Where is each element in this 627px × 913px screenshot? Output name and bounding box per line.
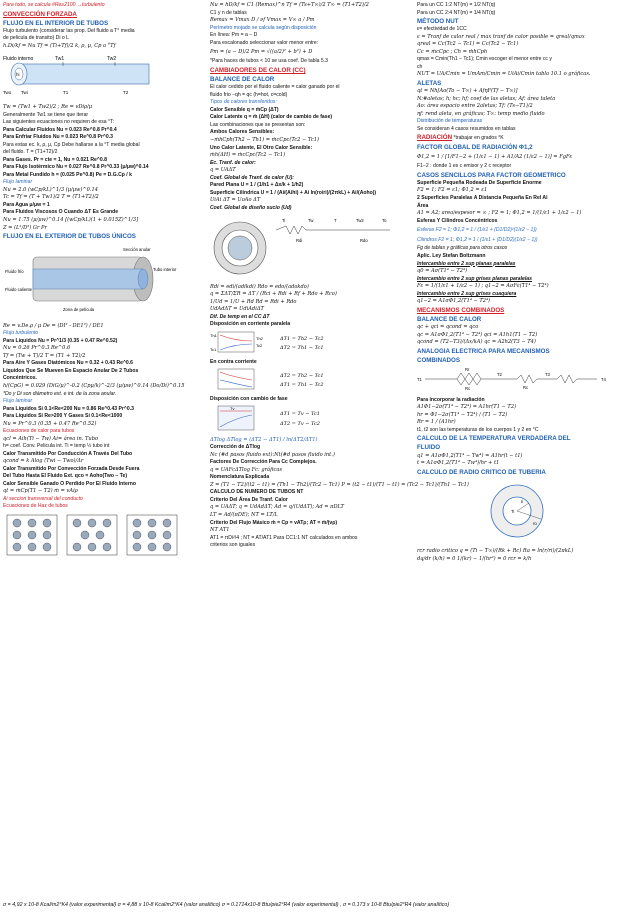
area-eq: A1 = A2; area/espesor = ∞ ; F2 = 1; Φ1,2 = 1/(1/ε1 + 1/ε2 − 1) [417,210,582,217]
tube-circle [133,531,141,539]
cases: Se consideran 4 casos resumidos en tablas [417,125,516,132]
tube-circle [133,543,141,551]
one-latent: Uno Calor Latente, El Otro Calor Sensible: [210,144,313,151]
par-th1: Th1 [210,333,217,339]
simple-cases-title: CASOS SENCILLOS PARA FACTOR GEOMETRICO [417,171,566,179]
tube-circle [88,543,96,551]
rad-note: *trabajar en grados °K [453,135,504,142]
hb-3: qcond = (T2−T3)/(Δx/kA) qc = A2h2(T3 − T4) [417,339,536,346]
qreal-eq: qreal = Cc(Tc2 − Tc1) = Cc(Tc2 − Tc1) [417,41,519,48]
hr-eq: A1Φ1−2σ(T1⁴ − T2⁴) = A1hr(T1 − T2) [417,404,517,411]
tube-circle [163,531,171,539]
cold-fluid-label: Fluido frío [5,269,24,275]
props-note-2: del fluido. T = (T1+T2)/2 [3,149,58,156]
area-eq: q = UAΔT; q = UdAdΔT; Ad = q/(UdΔT); Ad = πDLT [210,504,344,511]
black-title: Intercambio entre 2 sup planas paralelas [417,260,516,267]
tube-circle [43,543,51,551]
both-sensible: Ambos Calores Sensibles: [210,129,275,136]
one-eq: ṁh(ΔH) = ṁcCpc(Tc2 − Tc1) [210,152,286,159]
eta-def: ηf: rend aleta, en gráficas; T∞: temp medio fluido [417,110,545,117]
laminar-tf: Tc = Tf = (T + Tw1)/2 T = (T1+T2)/2 [3,194,99,201]
cmin-eq: Cc = ṁcCpc ; Ch = ṁhCph [417,48,488,55]
combined-title: MECANISMOS COMBINADOS [417,306,505,314]
heat-balance-title: BALANCE DE CALOR [417,315,482,323]
turbulent-intro-2: de pelicula de transito) Di o L [3,35,69,42]
tube-circle [148,543,156,551]
equal-note: criterios son iguales [210,542,256,549]
par-th2: Th2 [256,336,263,342]
an-rr: Rr [465,367,470,373]
fig-tw1: Tw1 [55,56,65,63]
crit-title: CALCULO DE RADIO CRITICO DE TUBERIA [417,468,546,476]
counter-flow-figure [210,368,408,390]
ch-text: ch [417,63,423,70]
fig-res-rdi: Rdi [296,238,303,244]
lam-liquid-2: Para Líquidos Si Re>200 Y Gases Si 0.1<Re<1000 [3,413,123,420]
tube-circle [28,519,36,527]
spheres-eq: Esferas F2 = 1; Φ1,2 = 1 / (1/ε1 + (D1/D2)²(1/ε2 − 1)) [417,227,537,234]
temp-diff-title: Dif. De temp en el CC ΔT [210,313,270,320]
gray-title: Intercambio entre 2 sup grises planas paralelas [417,275,532,282]
analogy-title: ANALOGIA ELECTRICA PARA MECANISMOS [417,347,550,355]
nu-bank: Nu = hD/kf = C1 (Remax)^n Tf = (Ts+T∞)/2 T∞ = (T1+T2)/2 [210,2,369,8]
true-eq: q1 = A1σΦ1,2(T1⁴ − Tw⁴) = A1hr(t − t1) [417,452,523,459]
fig-temp-t: T [334,218,337,224]
laminar-title: Flujo laminar [3,179,33,186]
props-note: Para estas ec. k, ρ, μ, Cp Debe hallarse a la °T media global [3,141,140,148]
crit-ri: ri [521,498,524,504]
tube-circle [43,519,51,527]
phase-title: Disposición con cambio de fase [210,395,288,402]
electric-analogy-figure [417,367,617,391]
an-rc2: Rc [465,386,471,392]
fig-temp-to: To [382,218,387,224]
tube-circle [81,531,89,539]
small-eq: F2 = 1; F2 = ε1; Φ1,2 = ε1 [417,187,488,194]
heating-eq: Para Calcular Fluidos Nu = 0.023 Re^0.8 Pr^0.4 [3,126,117,133]
tube-circle [148,519,156,527]
true-t: t = A1σΦ1,2(T1⁴ − Tw⁴)/hr + t1 [417,460,500,467]
air-eq: Para Aire Y Gases Diatómicos Nu = 0.32 + 0.43 Re^0.6 [3,360,134,367]
z-def: Z = (L²/D²) Gr Pr [3,224,47,231]
transfer-types: Tipos de calores transferidos: [210,99,277,106]
remax: Remax = Vmax D / νf Vmax = V∞ a / Pm [210,17,315,24]
cooling-eq: Para Enfriar Fluidos Nu = 0.023 Re^0.8 Pr^0.3 [3,134,113,141]
fig-inner-label: Fluido interno [3,56,34,63]
lmtd-eq: ΔTlog ΔTlog = (ΔT2 − ΔT1) / ln(ΔT2/ΔT1) [210,436,318,443]
tube-circle [73,519,81,527]
parallel-surf: 2 Superficies Paralelas A Distancia Pequeña En Rel Al [417,194,548,201]
ncoef: h= coef. Conv. Pelicula int. Ti = temp ½ tubo int [3,443,110,450]
sensible-heat: Calor Sensible q = ṁCp (ΔT) [210,106,279,113]
rcr-eq: rcr radio critico q = (Ti − T∞)/(Rk + Rc) Ra = ln(r/ri)/(2πkL) [417,548,574,555]
pm-title: Perímetro mojado se calcula según disposición [210,24,317,31]
fins-title: ALETAS [417,79,442,87]
factors-title: Factores De Corrección Para Cc Complejos. [210,459,317,466]
phi-eq: Φ1,2 = 1 / [1/F1−2 + (1/ε1 − 1) + A1/A2 (1/ε2 − 1)] = FgFε [417,154,573,161]
laminar-nu: Nu = 2.0 (wCp/kL)^1/3 (μ/μw)^0.14 [3,186,99,193]
top-note: Para todo, se calcula #Re≥2100 →turbulento [3,2,105,8]
temp-dist: Distribución de temperaturas [417,118,483,125]
conv-out-2: Del Tubo Hasta El Fluido Ext. qco = Aoho(Two − Te) [3,473,128,480]
concentric-title: Esferas Y Cilindros Concéntricos [417,217,498,224]
black-eq: q0 = Aσ(T1⁴ − T2⁴) [417,268,468,275]
small-title: Superficie Pequeña Rodeada De Superficie Enorme [417,179,542,186]
fig-res-rdo: Rdo [360,238,368,244]
area-crit: Criterio Del Área De Tranf. Calor [210,496,288,503]
wall-eq: Pared Plana U = 1 / (1/h1 + Δx/k + 1/h2) [210,182,304,189]
annular-title-2: Concéntricos. [3,375,37,382]
an-t3: T3 [545,372,550,378]
both-eq: −ṁhCph(Th2 − Th1) = ṁcCpc(Tc2 − Tc1) [210,136,320,143]
viscous-title: Para Fluidos Viscosos O Cuando ΔT Es Grande [3,209,119,216]
eff-def: ε= efectividad de 1CC [417,26,467,33]
sensible-title: Calor Sensible Ganado O Perdido Por El Fluido Interno [3,480,137,487]
hot-fluid-label: Fluido caliente [5,287,33,293]
ui-eq: UiAi ΔT = UoAo ΔT [210,197,261,204]
rr-def: Rr = 1 / (A1hr) [417,419,456,426]
crit-ti: Ti [511,508,515,514]
conv-out: Calor Transmitido Por Convección Forzada Desde Fuera [3,465,140,472]
an-t1: T1 [417,377,422,383]
stefan-title: Aplic. Ley Stefan Boltzmann [417,253,486,260]
nc-def: Nc (#d pasos fluido ext):Nt(#d pasos fluido int.) [210,451,335,458]
laminar-2-title: Flujo laminar [3,398,33,405]
nomen-title: Nomenclatura Explicada [210,474,270,481]
hr-def: hr = Φ1−2σ(T1⁴ − T2⁴) / (T1 − T2) [417,411,508,418]
inc-rad: Para incorporar la radiación [417,396,485,403]
fig-tw2: Tw2 [107,56,117,63]
title-outside-tubes: FLUJO EN EL EXTERIOR DE TUBOS ÚNICOS [3,233,136,241]
design-title: Coef. Global de diseño sucio (Ud) [210,204,292,211]
cond-eq: qcond = k Alog (Twi − Two)/Δr [3,458,84,465]
phase-tv: Tv [230,406,235,412]
cylinders-eq: Cilindros F2 = 1; Φ1,2 = 1 / (1/ε1 + (D1/D2)(1/ε2 − 1)) [417,237,538,244]
an-t4: T4 [601,377,606,383]
turbulent-2-title: Flujo turbulento [3,330,39,337]
cc12: Para un CC 1:2 NT(m) = 1/2 NT(q) [417,2,496,8]
column-1 [3,2,203,900]
par-tc2: Tc2 [256,343,263,349]
u-coef: Coef. Global de Tranf. de calor (U): [210,174,294,181]
radiation-title: RADIACIÓN [417,134,453,142]
eq-de: Re = v.De.ρ / μ De = (DI² - DE1²) / DE1 [3,322,104,329]
analogy-title-2: COMBINADOS [417,356,460,364]
tube-circle [13,543,21,551]
true-temp-title: CALCULO DE LA TEMPERATURA VERDADERA DEL [417,435,571,443]
tube-circle [28,543,36,551]
inner-fluid-figure [3,52,193,98]
liquids-eq-2: Nu = 0.26 Pr^0.3 Re^0.6 [3,345,71,352]
note-rows: *Para haces de tubos < 10 se usa coef. De tabla 5.3 [210,58,328,65]
general-note: Generalmente Tw1 se tiene que iterar [3,111,89,118]
counter-eq-1: ΔT2 = Th2 − Tc1 [280,373,324,380]
balance-text-2: fluido frio −qh = qc (h=hot, c=cold) [210,91,288,98]
tube-circle [73,543,81,551]
tube-circle [163,543,171,551]
hb-2: qc = A1σΦ1,2(T1⁴ − T2⁴) qci = A1h1(T1 − T2) [417,331,538,338]
stefan-constants-footer: σ = 4,92 x 10-8 Kcal/m2°K4 (valor experimental) σ = 4,88 x 10-8 Kcal/m2°K4 (valor analítico) σ = 0.1714x10-8 Btu/pie2°R4 (valor experimental) , σ = 0.173 x 10-8 Btu/pie2°R4 (valor analítico) [3,902,450,908]
latent-heat: Calor Latente q = ṁ (ΔH) (calor de cambio de fase) [210,114,333,121]
cc24: Para un CC 2:4 NT(m) = 1/4 NT(q) [417,9,496,16]
lmtd-corr: Corrección de ΔTlog [210,444,261,451]
phase-change-figure [210,405,408,431]
mass-crit: Criterio Del Flujo Másico ṁ = Cp = vATρ; AT = ṁ/(vρ) [210,519,338,526]
tube-circle [96,531,104,539]
stagger-eq: Pm = (a − D)/2 Pm = √((a/2)² + b²) + D [210,49,313,56]
tf-mean: Tf = (Tw + T)/2 T = (T1 + T2)/2 [3,352,86,359]
fig-t1: T1 [63,90,69,96]
lam-liquid-3: Nu = Pr^0.3 (0.35 + 0.47 Re^0.52) [3,420,97,427]
q-f: q = UAFcΔTlog Fc: gráficas [210,466,282,473]
phase-eq-1: ΔT1 = Tv − Tc1 [280,411,320,418]
tube-circle [28,531,36,539]
annulus-figure [3,243,193,317]
area-title: Área [417,202,429,209]
c1-n: C1 y n de tablas [210,9,247,16]
lt-eq: LT = Ad/(πDE); NT = LT/L [210,511,278,518]
viscous-nu: Nu = 1.75 (μ/μw)^0.14 [(wCp/kL)(1 + 0.015Z)^1/3] [3,216,139,223]
tube-bank-figure [3,513,193,557]
fig-temp-tw: Tw [308,218,314,224]
annular-note: *Do y Di son diámetro ext. e int. de la zona anular. [3,390,117,397]
any-eq: q1−2 = A1σΦ1,2(T1⁴ − T2⁴) [417,298,491,305]
turbulent-intro: Flujo turbulento (considerar las prop. Del fluido a T° media [3,27,135,34]
udaodt: UdAdΔT = UdiAdiΔT [210,306,264,313]
tube-circle [163,519,171,527]
dq-eq: dq/dr (k/h) = 0 1/(kr) − 1/(hr²) = 0 rcr = k/h [417,555,532,562]
annulus-label: Sección anular [123,247,151,253]
at1-eq: AT1 = πDi²/4 ; NT = AT/AT1 Para CC1:1 NT calculados en ambos [210,534,358,541]
parallel-flow-figure [210,331,408,353]
fig-temp-ti: Ti [282,218,286,224]
tube-circle [103,543,111,551]
water-eq: Para Agua μ/μw = 1 [3,201,50,208]
ntu-title: CALCULO DE NUMERO DE TUBOS NT [210,489,304,496]
liquids-eq: Para Líquidos Nu = Pr^1/3 (0.35 + 0.47 Re^0.52) [3,337,118,344]
tube-circle [43,531,51,539]
transfer-eq: Ec. Tranf. de calor: [210,159,256,166]
critical-radius-figure [417,479,617,543]
fins-def: N:#aletas; h; hc; hf; coef de las aletas; Af: área taleta [417,95,556,102]
heat-eq-title: Ecuaciones de calor para tubos [3,428,75,435]
fig-twi: Twi [21,90,28,96]
z-eq: Z = (T1 − T2)/(t2 − t1) = (Th1 − Th2)/(Tc2 − Tc1) P = (t2 − t1)/(T1 − t1) = (Tc2 − Tc1)/(Th1 − Tc1) [210,481,469,488]
inline-eq: En línea: Pm = a − D [210,32,258,39]
global-factor-title: FACTOR GLOBAL DE RADIACIÓN Φ1,2 [417,143,533,151]
balance-title: BALANCE DE CALOR [210,76,275,84]
bank-title: Ecuaciones de Haz de tubos [3,503,68,510]
balance-text: El calor cedido por el fluido caliente = calor ganado por el [210,84,340,91]
fig-t2: T2 [123,90,129,96]
cyl-eq: Superficie Cilíndrica U = 1 / (Ai/(Aihi) + Ai ln(ro/ri)/(2πkL) + Ai/(Aoho)) [210,189,377,196]
fig-hi: hi [16,72,20,78]
annular-title: Líquidos Que Se Mueven En Espacio Anular De 2 Tubos [3,367,139,374]
tube-circle [13,531,21,539]
hb-1: qc + qci = qcond = qco [417,324,479,331]
counter-eq-2: ΔT1 = Th1 − Tc2 [280,382,324,389]
fig-two: Two [3,90,12,96]
nt-at: NT AT1 [210,527,230,534]
stagger: Para escalonado seleccionar valor menor entre: [210,39,319,46]
counter-title: En contra corriente [210,358,257,365]
inner-tube-label: Tubo interior [153,267,177,273]
qmax-eq: qmax = Cmin(Th1 − Tc1); Cmin escoger el menor entre cc y [417,56,552,63]
eff-eq: ε = Tranf de calor real / max tranf de calor posible = qreal/qmax [417,33,585,40]
annular-eq: h/(CpG) = 0.029 (DiG/μ)^-0.2 (Cpμ/k)^-2/3 (μ/μw)^0.14 (Do/Di)^0.15 [3,382,185,389]
q-conv: qcl = Aih(Ti − Tw) Ai= área in. Tubo [3,435,99,442]
tube-circle [88,519,96,527]
par-tc1: Tc1 [210,347,217,353]
ud-eq: 1/Ud = 1/U + Rd Rd = Rdi + Rdo [210,298,297,305]
crit-ro: ro [533,520,537,526]
an-rc: Rc [523,385,529,391]
title-inside-tubes: FLUJO EN EL INTERIOR DE TUBOS [3,19,109,27]
tube-circle [103,519,111,527]
fluid-title: FLUIDO [417,444,441,452]
par-eq-1: ΔT1 = Th2 − Tc2 [280,336,324,343]
fins-eq: qt = Nh[Ao(To − T∞) + AfηF(Tf − T∞)] [417,88,518,95]
column-3 [417,2,624,900]
eq-nu-general: h.Di/kf = Nu Tf = (Ti+Tf)/2 k, ρ, μ, Cp a °Tf [3,42,116,49]
parallel-title: Disposición en corriente paralela [210,321,291,328]
fg-note: Fg de tablas y gráficas para otros casos [417,245,508,252]
ao-def: Ao: área espacio entre 2aletas; Tf: (Ts−T1)/2 [417,103,533,110]
gases-eq: Para Gases. Pr = cte = 1, Nu = 0.021 Re^0.8 [3,156,107,163]
q-ua: q = UAΔT [210,167,236,174]
combos: Las combinaciones que se presentan son: [210,121,306,128]
ntu-eq: NUT = UA/Cmin = UmAm/Cmin = UiAi/Cmin tabla 10.1 o gráficas. [417,71,591,78]
rdi-eq: Rdi = edi/(adikdi) Rdo = edo/(adokdo) [210,283,309,290]
phi-note: F1−2 : donde 1 es c emisor y 2 c receptor [417,163,512,170]
sensible-eq: qt = ṁCp(T1 − T2) ṁ = vAiρ [3,488,78,495]
following-eq: Las siguientes ecuaciones no requiren de esa °T: [3,119,115,126]
tube-circle [13,519,21,527]
q-total: q = ΣΔT/ΣR = ΔT / (Rci + Rdi + Rf + Rdo + Rco) [210,291,337,298]
liquid-metal-eq: Para Metal Fundido h = (0.025 Pe^0.8) Pe = D.G.Cp / k [3,171,132,178]
any-title: Intercambio entre 2 sup grises cuaquiera [417,290,517,297]
isothermal-eq: Para Flujo Isotérmico Nu = 0.027 Re^0.8 Pr^0.33 (μ/μw)^0.14 [3,164,149,171]
cond-title: Calor Transmitido Por Conducción A Través Del Tubo [3,450,133,457]
phase-eq-2: ΔT2 = Tv − Tc2 [280,421,320,428]
gray-eq: Fε = 1/(1/ε1 + 1/ε2 − 1) ; q1−2 = AσFε(T1⁴ − T2⁴) [417,283,549,290]
fouling-figure [210,214,408,278]
temps-note: t1, t2 son las temperaturas de los cuerpos 1 y 2 en °C [417,426,539,433]
sensible-note: Ai seccion transversal del conducto [3,495,83,502]
tube-circle [133,519,141,527]
title-forced-convection: CONVECCIÓN FORZADA [3,10,77,18]
par-eq-2: ΔT2 = Th1 − Tc1 [280,345,324,352]
ntu-method-title: MÉTODO NUT [417,18,459,26]
an-t2: T2 [497,372,502,378]
film-zone-label: Zona de película [63,307,94,313]
fig-temp-tw2: Tw2 [356,218,364,224]
heat-exchangers-title: CAMBIADORES DE CALOR (CC) [210,66,306,74]
tube-circle [148,531,156,539]
eq-tw: Tw = (Tw1 + Tw2)/2 ; Re = vDiρ/μ [3,104,93,110]
lam-liquid: Para Líquidos Si 0.1<Re<200 Nu = 0.86 Re^0.43 Pr^0.3 [3,405,134,412]
